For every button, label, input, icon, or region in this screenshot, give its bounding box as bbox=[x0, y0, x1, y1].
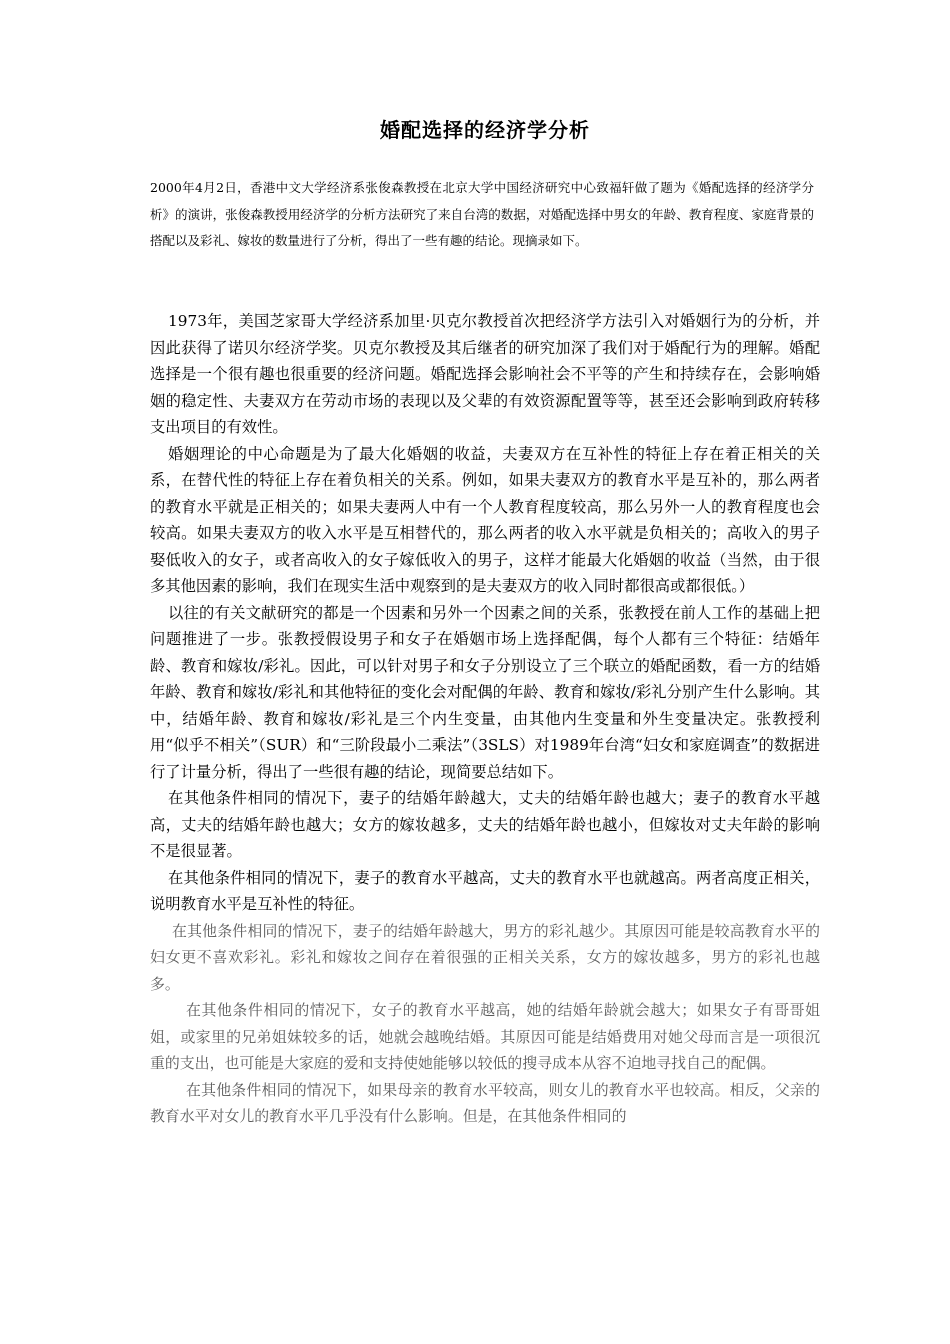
body-paragraph-6: 在其他条件相同的情况下，妻子的结婚年龄越大，男方的彩礼越少。其原因可能是较高教育水平的妇女更不喜欢彩礼。彩礼和嫁妆之间存在着很强的正相关关系，女方的嫁妆越多，男方的彩礼也越多。 bbox=[150, 921, 820, 993]
document-title: 婚配选择的经济学分析 bbox=[380, 118, 590, 142]
body-paragraph-4: 在其他条件相同的情况下，妻子的结婚年龄越大，丈夫的结婚年龄也越大；妻子的教育水平越高，丈夫的结婚年龄也越大；女方的嫁妆越多，丈夫的结婚年龄也越小，但嫁妆对丈夫年龄的影响不是很显著。 bbox=[150, 789, 820, 860]
intro-paragraph: 2000年4月2日，香港中文大学经济系张俊森教授在北京大学中国经济研究中心致福轩做了题为《婚配选择的经济学分析》的演讲，张俊森教授用经济学的分析方法研究了来自台湾的数据，对婚配选择中男女的年龄、教育程度、家庭背景的搭配以及彩礼、嫁妆的数量进行了分析，得出了一些有趣的结论。现摘录如下。 bbox=[150, 180, 814, 248]
body-paragraph-1: 1973年，美国芝家哥大学经济系加里·贝克尔教授首次把经济学方法引入对婚姻行为的分析，并因此获得了诺贝尔经济学奖。贝克尔教授及其后继者的研究加深了我们对于婚配行为的理解。婚配选择是一个很有趣也很重要的经济问题。婚配选择会影响社会不平等的产生和持续存在，会影响婚姻的稳定性、夫妻双方在劳动市场的表现以及父辈的有效资源配置等等，甚至还会影响到政府转移支出项目的有效性。 bbox=[150, 312, 820, 436]
body-paragraph-2: 婚姻理论的中心命题是为了最大化婚姻的收益，夫妻双方在互补性的特征上存在着正相关的关系，在替代性的特征上存在着负相关的关系。例如，如果夫妻双方的教育水平是互补的，那么两者的教育水平就是正相关的；如果夫妻两人中有一个人教育程度较高，那么另外一人的教育程度也会较高。如果夫妻双方的收入水平是互相替代的，那么两者的收入水平就是负相关的；高收入的男子娶低收入的女子，或者高收入的女子嫁低收入的男子，这样才能最大化婚姻的收益（当然，由于很多其他因素的影响，我们在现实生活中观察到的是夫妻双方的收入同时都很高或都很低。） bbox=[150, 444, 820, 595]
body-paragraph-3: 以往的有关文献研究的都是一个因素和另外一个因素之间的关系，张教授在前人工作的基础上把问题推进了一步。张教授假设男子和女子在婚姻市场上选择配偶，每个人都有三个特征：结婚年龄、教育和嫁妆/彩礼。因此，可以针对男子和女子分别设立了三个联立的婚配函数，看一方的结婚年龄、教育和嫁妆/彩礼和其他特征的变化会对配偶的年龄、教育和嫁妆/彩礼分别产生什么影响。其中，结婚年龄、教育和嫁妆/彩礼是三个内生变量，由其他内生变量和外生变量决定。张教授利用“似乎不相关”（SUR）和“三阶段最小二乘法”（3SLS）对1989年台湾“妇女和家庭调查”的数据进行了计量分析，得出了一些很有趣的结论，现简要总结如下。 bbox=[150, 603, 820, 781]
document-body bbox=[150, 308, 820, 1130]
body-paragraph-8: 在其他条件相同的情况下，如果母亲的教育水平较高，则女儿的教育水平也较高。相反，父亲的教育水平对女儿的教育水平几乎没有什么影响。但是，在其他条件相同的 bbox=[150, 1080, 820, 1125]
body-paragraph-7: 在其他条件相同的情况下，女子的教育水平越高，她的结婚年龄就会越大；如果女子有哥哥姐姐，或家里的兄弟姐妹较多的话，她就会越晚结婚。其原因可能是结婚费用对她父母而言是一项很沉重的支出，也可能是大家庭的爱和支持使她能够以较低的搜寻成本从容不迫地寻找自己的配偶。 bbox=[150, 1001, 820, 1072]
body-paragraph-5: 在其他条件相同的情况下，妻子的教育水平越高，丈夫的教育水平也就越高。两者高度正相关，说明教育水平是互补性的特征。 bbox=[150, 868, 820, 913]
